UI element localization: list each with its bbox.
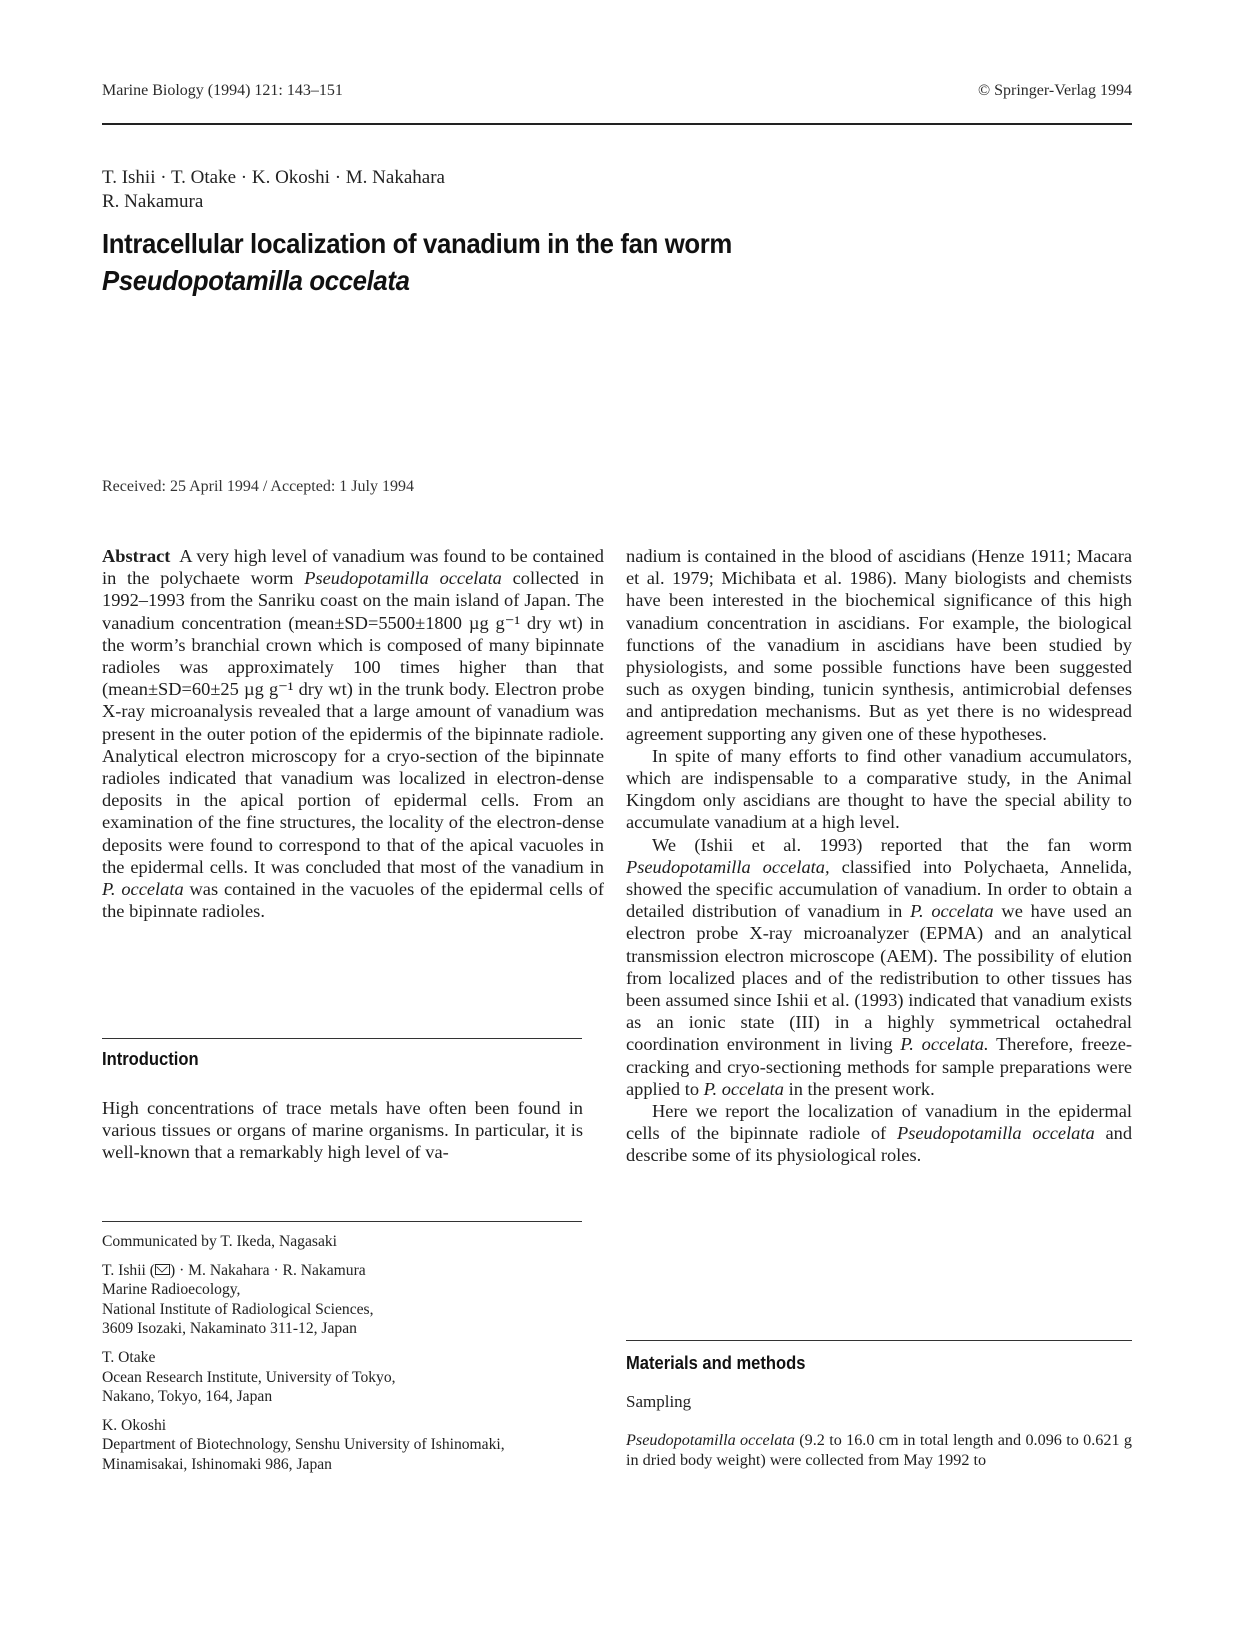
author-list xyxy=(102,166,445,214)
intro-text: in the present work. xyxy=(784,1078,935,1099)
intro-paragraph-4 xyxy=(626,1100,1132,1167)
received-dates: Received: 25 April 1994 / Accepted: 1 July 1994 xyxy=(102,478,414,495)
affiliation-line: Department of Biotechnology, Senshu University of Ishinomaki, xyxy=(102,1436,505,1454)
abstract-text: collected in 1992–1993 from the Sanriku coast on the main island of Japan. The vanadium concentration (mean±SD=5500±1800 µg g⁻¹ dry wt) in the worm’s branchial crown which is composed of many bipinnate radioles was approximately 100 times higher than that (mean±SD=60±25 µg g⁻¹ dry wt) in the trunk body. Electron probe X-ray microanalysis revealed that a large amount of vanadium was present in the outer potion of the epidermis of the bipinnate radiole. Analytical electron microscopy for a cryo-section of the bipinnate radioles indicated that vanadium was localized in electron-dense deposits in the apical portion of epidermal cells. From an examination of the fine structures, the locality of the electron-dense deposits were found to correspond to that of the apical vacuoles in the epidermal cells. It was concluded that most of the vanadium in xyxy=(102,568,604,877)
footnote-block xyxy=(102,1232,604,1484)
species-name: P. occelata. xyxy=(900,1034,989,1055)
communicated-by: Communicated by T. Ikeda, Nagasaki xyxy=(102,1233,337,1250)
intro-paragraph-1-continued: nadium is contained in the blood of ascidians (Henze 1911; Macara et al. 1979; Michibata et al. 1986). Many biologists and chemists have been interested in the biochemical significance of this high vanadium concentration in ascidians. For example, the biological functions of the vanadium in ascidians have been studied by physiologists, and some possible functions have been suggested such as oxygen binding, tunicin synthesis, antimicrobial defenses and antipredation mechanisms. But as yet there is no widespread agreement supporting any given one of these hypotheses. xyxy=(626,546,1132,744)
affiliation-2 xyxy=(102,1348,604,1407)
affiliation-line: 3609 Isozaki, Nakaminato 311-12, Japan xyxy=(102,1320,357,1338)
species-name: P. occelata xyxy=(102,879,184,900)
author-line-1: T. Ishii · T. Otake · K. Okoshi · M. Nakahara xyxy=(102,167,445,188)
species-name: Pseudopotamilla occelata, xyxy=(626,856,830,877)
running-head xyxy=(102,82,1132,100)
title-line-2: Pseudopotamilla occelata xyxy=(102,265,410,296)
affiliation-line: Marine Radioecology, xyxy=(102,1281,241,1299)
left-column xyxy=(102,545,604,922)
intro-text: We (Ishii et al. 1993) reported that the fan worm xyxy=(652,834,1132,855)
envelope-icon xyxy=(155,1264,170,1275)
title-line-1: Intracellular localization of vanadium in the fan worm xyxy=(102,228,732,259)
species-name: P. occelata xyxy=(910,901,994,922)
affiliation-3 xyxy=(102,1416,604,1475)
abstract-text: A very high level of vanadium was found to be contained in the polychaete worm xyxy=(102,546,605,589)
introduction-heading: Introduction xyxy=(102,1049,199,1069)
right-column xyxy=(626,545,1132,1167)
affiliation-1 xyxy=(102,1261,604,1339)
methods-text: (9.2 to 16.0 cm in total length and 0.096 to 0.621 g in dried body weight) were collected from May 1992 to xyxy=(626,1431,1133,1469)
species-name: P. occelata xyxy=(703,1078,784,1099)
intro-paragraph-2: In spite of many efforts to find other vanadium accumulators, which are indispensable to a comparative study, in the Animal Kingdom only ascidians are thought to have the special ability to accumulate vanadium at a high level. xyxy=(626,745,1132,833)
species-name: Pseudopotamilla occelata xyxy=(626,1431,795,1449)
affiliation-names xyxy=(102,1261,604,1281)
intro-text: and describe some of its physiological roles. xyxy=(626,1123,1133,1166)
header-rule xyxy=(102,123,1132,125)
intro-paragraph-1 xyxy=(102,1097,583,1164)
abstract-text: was contained in the vacuoles of the epidermal cells of the bipinnate radioles. xyxy=(102,879,604,922)
affiliation-line: National Institute of Radiological Sciences, xyxy=(102,1300,374,1318)
species-name: Pseudopotamilla occelata xyxy=(304,568,502,589)
methods-paragraph xyxy=(626,1430,1132,1470)
abstract xyxy=(102,545,604,922)
affiliation-name-text: T. Ishii ( xyxy=(102,1261,155,1279)
section-rule xyxy=(626,1340,1132,1341)
affiliation-line: Ocean Research Institute, University of Tokyo, xyxy=(102,1368,396,1386)
section-rule xyxy=(102,1038,582,1039)
author-line-2: R. Nakamura xyxy=(102,191,204,212)
affiliation-name-text: T. Otake xyxy=(102,1348,156,1366)
sampling-subheading: Sampling xyxy=(626,1392,692,1411)
intro-text: we have used an electron probe X-ray microanalyzer (EPMA) and an analytical transmission electron microscope (AEM). The possibility of elution from localized places and of the redistribution to other tissues has been assumed since Ishii et al. (1993) indicated that vanadium exists as an ionic state (III) in a highly symmetrical octahedral coordination environment in living xyxy=(626,901,1132,1055)
intro-paragraph-3 xyxy=(626,834,1132,1100)
affiliation-line: Nakano, Tokyo, 164, Japan xyxy=(102,1388,273,1406)
affiliation-name-text: K. Okoshi xyxy=(102,1416,167,1434)
intro-text: Here we report the localization of vanadium in the epidermal cells of the bipinnate radiole of xyxy=(626,1101,1132,1144)
intro-text: classified into Polychaeta, Annelida, showed the specific accumulation of vanadium. In order to obtain a detailed distribution of vanadium in xyxy=(626,856,1132,922)
intro-text: High concentrations of trace metals have often been found in various tissues or organs of marine organisms. In particular, it is well-known that a remarkably high level of va- xyxy=(102,1098,583,1163)
affiliation-line: Minamisakai, Ishinomaki 986, Japan xyxy=(102,1455,332,1473)
affiliation-name-text: ) · M. Nakahara · R. Nakamura xyxy=(169,1261,366,1279)
footnote-rule xyxy=(102,1221,582,1222)
species-name: Pseudopotamilla occelata xyxy=(896,1123,1095,1144)
copyright-notice: © Springer-Verlag 1994 xyxy=(977,82,1132,99)
intro-text: Therefore, freeze-cracking and cryo-sectioning methods for sample preparations were applied to xyxy=(626,1034,1132,1099)
methods-heading: Materials and methods xyxy=(626,1353,806,1373)
journal-citation: Marine Biology (1994) 121: 143–151 xyxy=(102,82,343,99)
abstract-label: Abstract xyxy=(102,546,171,566)
paper-title xyxy=(102,225,930,299)
